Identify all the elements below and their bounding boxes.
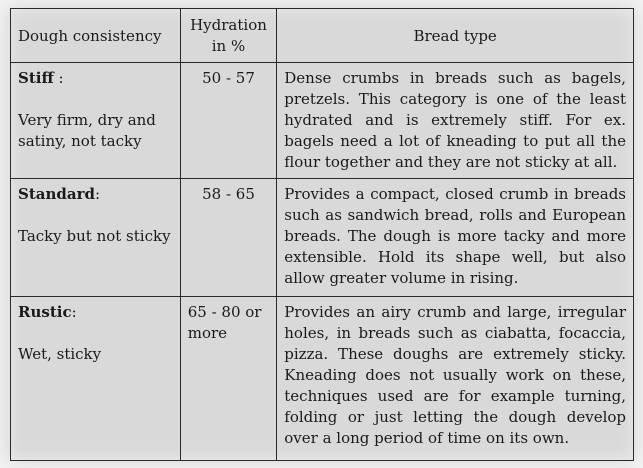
header-bread-type: Bread type (277, 9, 634, 63)
hydration-cell: 50 - 57 (180, 63, 277, 179)
bread-type-cell: Provides a compact, closed crumb in breads such as sandwich bread, rolls and European breads. The dough is more tacky and more extensible. Hold its shape well, but also allow greater volume in rising. (277, 178, 634, 297)
category-suffix: : (95, 184, 101, 203)
hydration-cell: 58 - 65 (180, 178, 277, 297)
feel-description: Very firm, dry and satiny, not tacky (18, 111, 156, 150)
consistency-cell (11, 63, 181, 179)
table-row (11, 178, 634, 297)
category-label: Rustic (18, 303, 72, 322)
feel-description: Wet, sticky (18, 345, 102, 364)
feel-description: Tacky but not sticky (18, 226, 171, 245)
bread-type-cell: Provides an airy crumb and large, irregular holes, in breads such as ciabatta, focaccia, pizza. These doughs are extremely sticky. Kneading does not usually work on these, techniques used are for example turning, folding or just letting the dough develop over a long period of time on its own. (277, 297, 634, 461)
table-row (11, 63, 634, 179)
consistency-cell (11, 297, 181, 461)
consistency-cell (11, 178, 181, 297)
header-consistency: Dough consistency (11, 9, 181, 63)
category-label: Stiff (18, 69, 54, 87)
header-row (11, 9, 634, 63)
bread-type-cell: Dense crumbs in breads such as bagels, pretzels. This category is one of the least hydrated and is extremely stiff. For ex. bagels need a lot of kneading to put all the flour together and they are not sticky at all. (277, 63, 634, 179)
dough-hydration-table (10, 8, 634, 461)
category-label: Standard (18, 184, 95, 203)
category-suffix: : (71, 303, 77, 322)
hydration-cell: 65 - 80 or more (180, 297, 277, 461)
header-hydration: Hydration in % (180, 9, 277, 63)
category-suffix: : (53, 69, 64, 87)
table-row (11, 297, 634, 461)
